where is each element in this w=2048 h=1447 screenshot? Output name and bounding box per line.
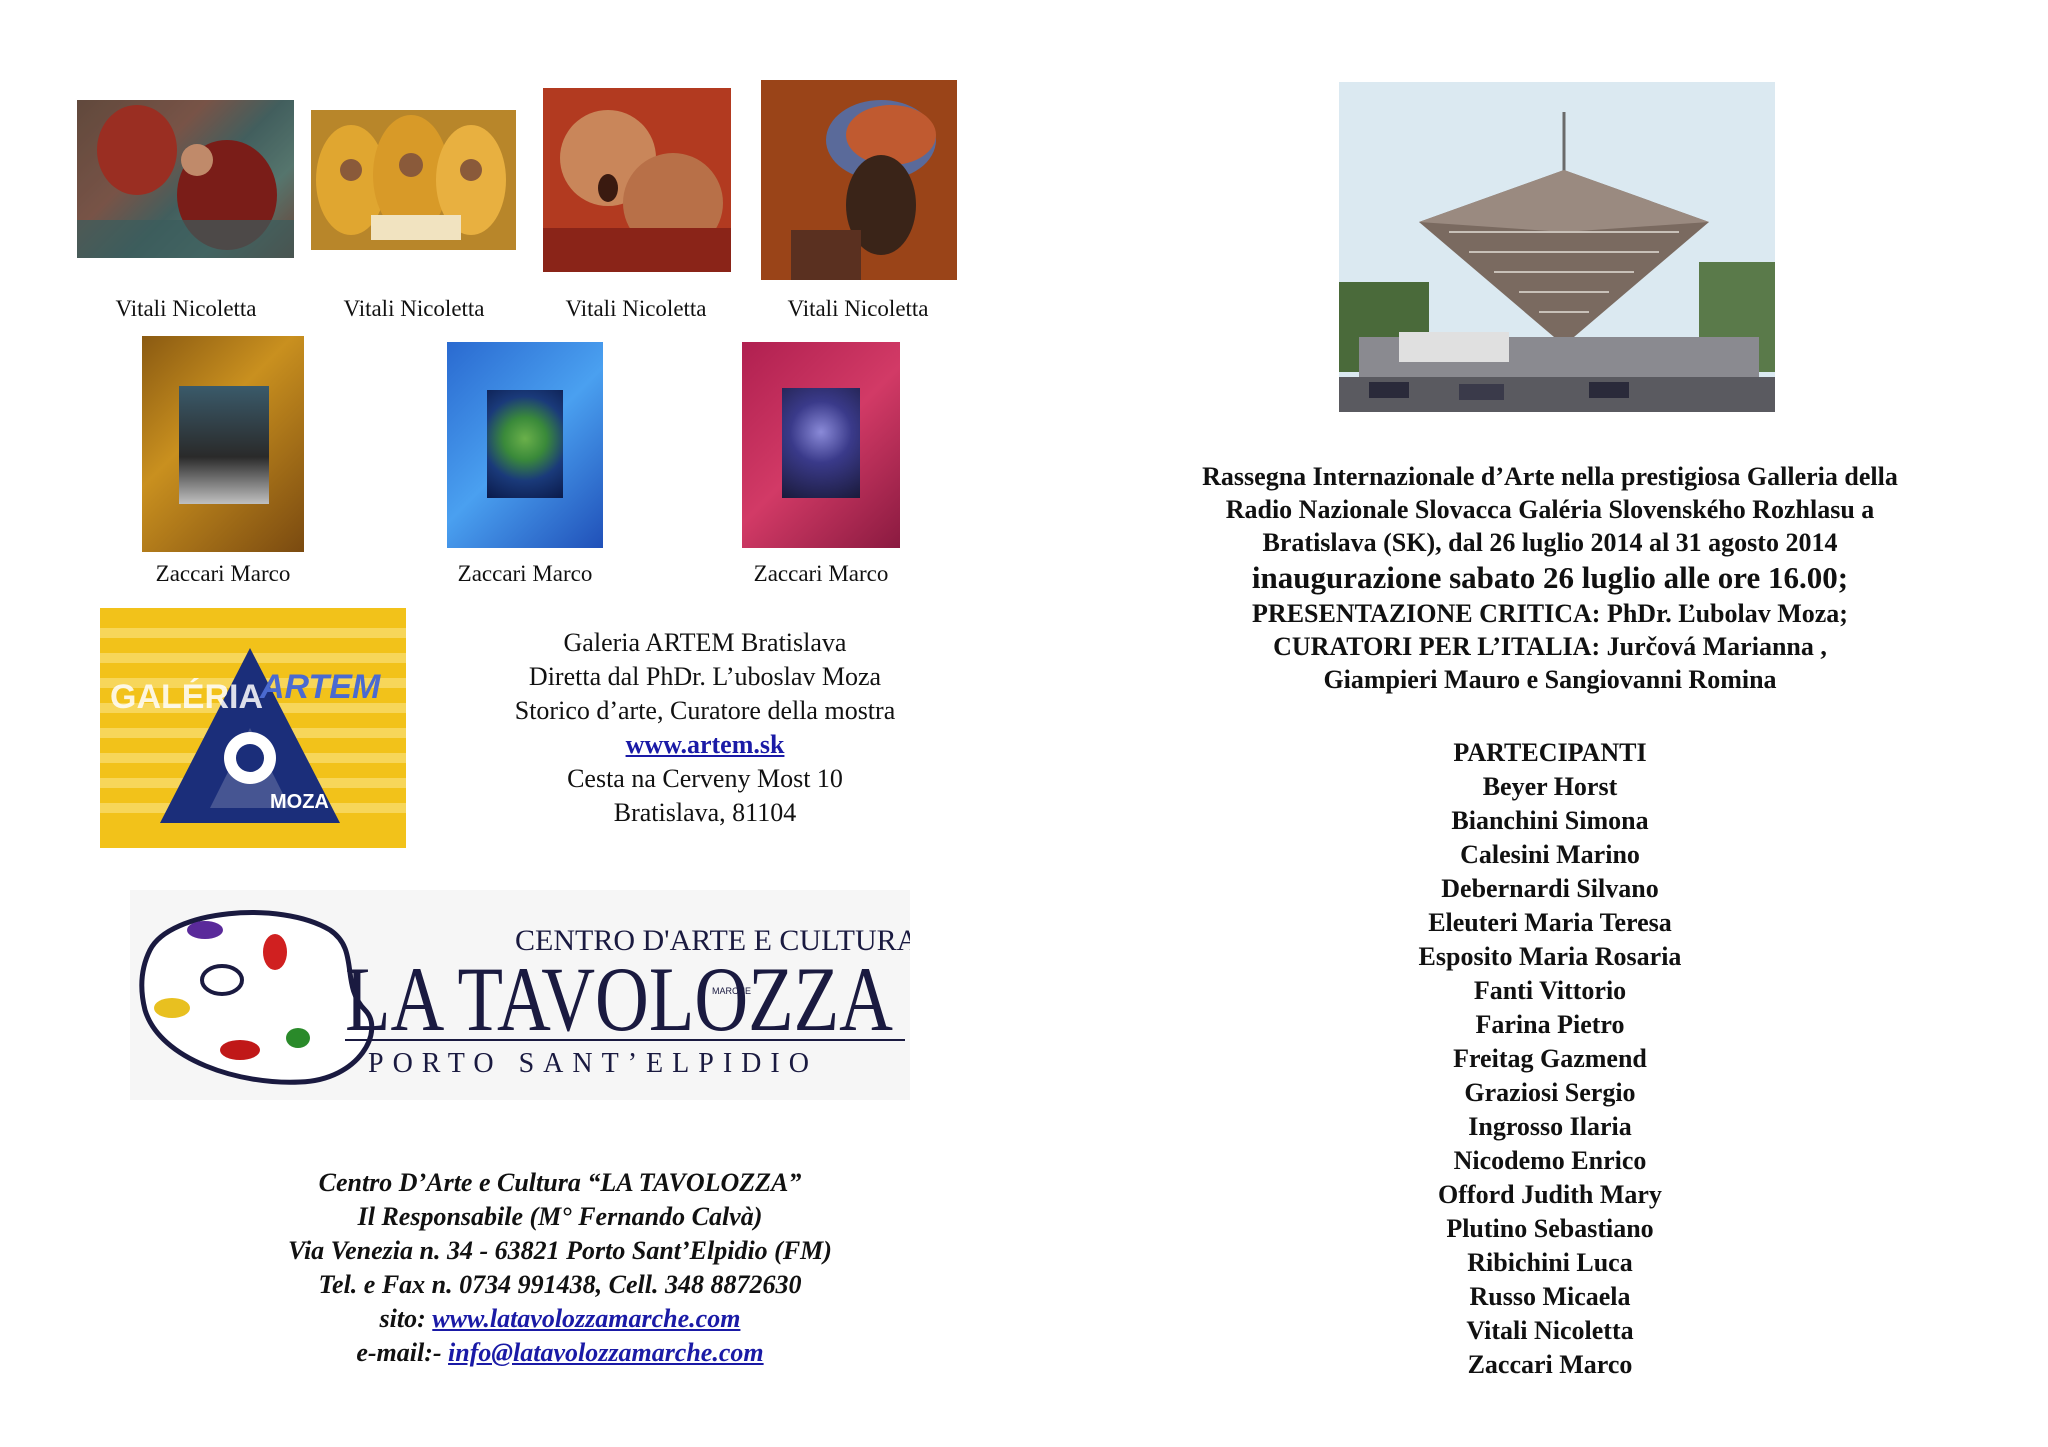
artwork-zaccari-2 [447,342,603,548]
participant-name: Farina Pietro [1475,1010,1625,1039]
participant-name: Eleuteri Maria Teresa [1428,908,1672,937]
participant-name: Zaccari Marco [1467,1350,1633,1379]
announcement-line5: PRESENTAZIONE CRITICA: PhDr. Ľubolav Moza; [1252,599,1848,628]
caption-zaccari-3: Zaccari Marco [753,561,889,586]
artwork-vitali-3-image [543,88,731,272]
participant-name: Ingrosso Ilaria [1468,1112,1632,1141]
la-tavolozza-logo [130,890,910,1100]
galeria-artem-logo-image [100,608,406,848]
tavolozza-logo-bottom: PORTO SANT’ELPIDIO [368,1048,818,1079]
slovak-radio-building-image [1339,82,1775,412]
participant-name: Beyer Horst [1482,772,1618,801]
galleria-line3: Storico d’arte, Curatore della mostra [514,696,896,725]
tavolozza-logo-top: CENTRO D'ARTE E CULTURA [515,924,910,957]
announcement-line2: Radio Nazionale Slovacca Galéria Slovenského Rozhlasu a [1225,495,1875,524]
artwork-vitali-4 [761,80,957,280]
artwork-vitali-4-image [761,80,957,280]
announcement-line4: inaugurazione sabato 26 luglio alle ore 16.00; [1251,560,1849,595]
contact-line2: Il Responsabile (M° Fernando Calvà) [357,1202,763,1231]
artwork-zaccari-1 [142,336,304,552]
artwork-zaccari-2-image [487,390,563,498]
tavolozza-contact [180,1166,940,1370]
artwork-vitali-1 [77,100,294,258]
announcement-line1: Rassegna Internazionale d’Arte nella prestigiosa Galleria della [1202,462,1898,491]
participants-list [1350,736,1750,1382]
artwork-vitali-2 [311,110,516,250]
contact-line1: Centro D’Arte e Cultura “LA TAVOLOZZA” [318,1168,802,1197]
caption-vitali-2: Vitali Nicoletta [343,296,485,321]
galleria-line2: Diretta dal PhDr. L’uboslav Moza [528,662,882,691]
participant-name: Russo Micaela [1469,1282,1631,1311]
galleria-line4: Cesta na Cerveny Most 10 [567,764,843,793]
contact-email-row [180,1336,940,1370]
artwork-zaccari-3 [742,342,900,548]
contact-line4: Tel. e Fax n. 0734 991438, Cell. 348 8872630 [318,1270,802,1299]
participant-name: Offord Judith Mary [1438,1180,1662,1209]
artwork-zaccari-1-image [179,386,269,504]
tavolozza-logo-main: LA TAVOLOZZA [345,948,893,1050]
participant-name: Nicodemo Enrico [1453,1146,1647,1175]
contact-site-row [180,1302,940,1336]
announcement-line3: Bratislava (SK), dal 26 luglio 2014 al 31 agosto 2014 [1262,528,1838,557]
slovak-radio-building-photo [1339,82,1775,412]
galeria-logo-text-1: GALÉRIA [110,678,263,716]
caption-zaccari-1: Zaccari Marco [155,561,291,586]
galeria-logo-text-3: MOZA [270,791,329,813]
participant-name: Debernardi Silvano [1441,874,1659,903]
announcement-line7: Giampieri Mauro e Sangiovanni Romina [1323,665,1777,694]
contact-line3: Via Venezia n. 34 - 63821 Porto Sant’Elpidio (FM) [288,1236,832,1265]
participants-heading: PARTECIPANTI [1453,738,1647,767]
galleria-line1: Galeria ARTEM Bratislava [563,628,847,657]
participant-name: Esposito Maria Rosaria [1418,942,1682,971]
contact-site-link[interactable]: www.latavolozzamarche.com [432,1304,741,1333]
participant-name: Calesini Marino [1460,840,1640,869]
artwork-vitali-2-image [311,110,516,250]
participant-name: Bianchini Simona [1451,806,1649,835]
announcement-line6: CURATORI PER L’ITALIA: Jurčová Marianna , [1273,632,1827,661]
galleria-line5: Bratislava, 81104 [613,798,797,827]
caption-vitali-1: Vitali Nicoletta [115,296,257,321]
participant-name: Graziosi Sergio [1464,1078,1636,1107]
exhibition-announcement [1150,460,1950,696]
caption-vitali-4: Vitali Nicoletta [787,296,929,321]
contact-email-link[interactable]: info@latavolozzamarche.com [448,1338,764,1367]
tavolozza-logo-marche: MARCHE [712,986,752,996]
caption-vitali-3: Vitali Nicoletta [565,296,707,321]
galeria-artem-logo [100,608,406,848]
participant-name: Ribichini Luca [1467,1248,1633,1277]
participant-name: Vitali Nicoletta [1466,1316,1634,1345]
galeria-logo-text-2: ARTEM [260,668,381,706]
participant-name: Fanti Vittorio [1473,976,1627,1005]
la-tavolozza-logo-image [130,890,910,1100]
participant-name: Plutino Sebastiano [1446,1214,1654,1243]
artwork-vitali-3 [543,88,731,272]
artwork-vitali-1-image [77,100,294,258]
participant-name: Freitag Gazmend [1453,1044,1647,1073]
galleria-website-link[interactable]: www.artem.sk [625,730,785,759]
contact-email-label: e-mail:- [356,1338,442,1367]
caption-zaccari-2: Zaccari Marco [457,561,593,586]
contact-site-label: sito: [379,1304,426,1333]
galleria-info [456,626,954,830]
artwork-zaccari-3-image [782,388,860,498]
